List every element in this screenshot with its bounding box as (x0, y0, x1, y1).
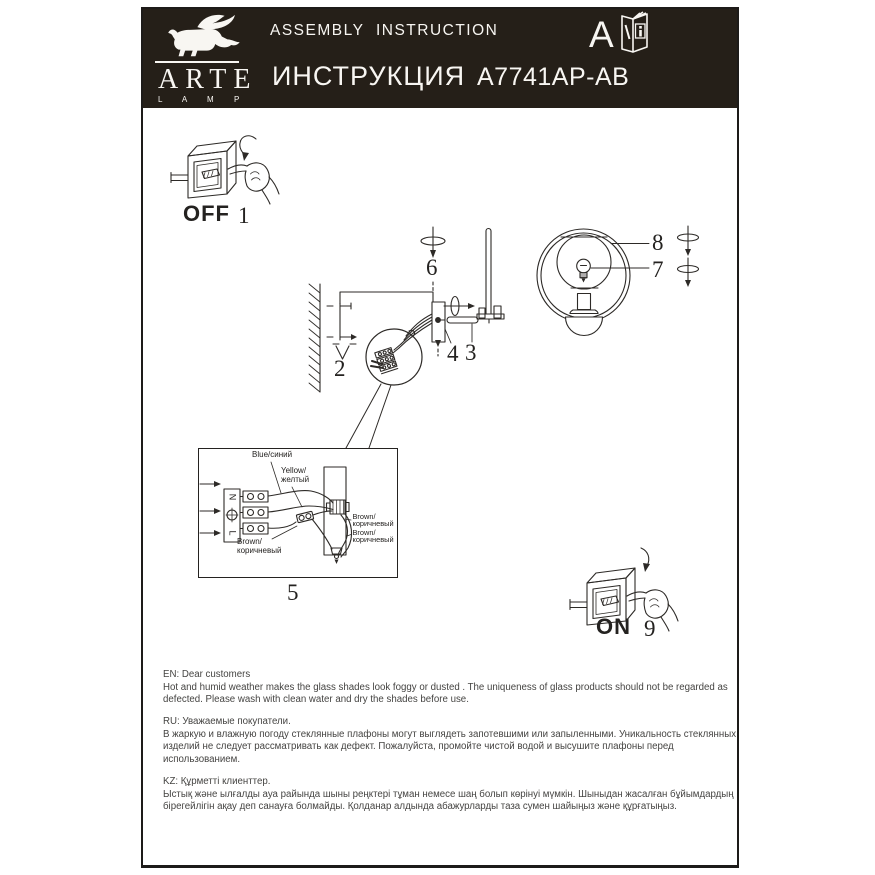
off-label: OFF (183, 201, 230, 226)
lamp-socket (324, 467, 349, 564)
step-9-number: 9 (644, 616, 656, 641)
note-en-body: Hot and humid weather makes the glass shades look foggy or dusted . The uniqueness of glass products should not be regarded as defected. Please wash with clean water and dry the shades before use. (163, 681, 728, 706)
assembly-diagram (300, 222, 705, 452)
mains-wires-arrows (200, 481, 221, 536)
turn-on-arrow-icon (641, 548, 650, 572)
brand-name: ARTE (158, 64, 258, 95)
step-2-number: 2 (334, 356, 346, 381)
wire-label-brown-left (237, 538, 281, 555)
screw-rotation-icon-8 (678, 226, 699, 256)
step-1-number: 1 (238, 203, 250, 228)
note-kz-title: KZ: Құрметті клиенттер. (163, 776, 271, 787)
step-6-number: 6 (426, 255, 438, 280)
brand-subtitle: L A M P (158, 95, 249, 104)
lamp-front-view (537, 229, 630, 336)
title-ru: ИНСТРУКЦИЯ (272, 61, 466, 91)
wire-bundle (393, 314, 432, 353)
terminal-l-label: L (227, 530, 238, 536)
terminal-block (224, 489, 240, 542)
wire-label-yellow-en: Yellow/ (281, 466, 307, 475)
header (143, 9, 737, 108)
note-ru (163, 716, 737, 767)
terminal-n-label: N (227, 493, 238, 501)
power-cable (171, 173, 188, 183)
crimp-connectors (240, 491, 268, 534)
screw-rotation-icon-3 (444, 297, 475, 316)
note-kz (163, 776, 737, 814)
hanger-line (340, 292, 433, 304)
detail-callout-circle (346, 329, 422, 448)
bulb-part-7 (577, 259, 591, 282)
note-ru-title: RU: Уважаемые покупатели. (163, 716, 291, 727)
wire-label-brown-left-en: Brown/ (237, 537, 262, 546)
switch-on-diagram (556, 540, 706, 641)
cross-rod-part-3 (447, 317, 478, 342)
wire-label-yellow (281, 467, 309, 484)
screw-rotation-icon-7 (678, 258, 699, 287)
step-8-number: 8 (652, 230, 664, 255)
note-en-title: EN: Dear customers (163, 669, 251, 680)
step-3-number: 3 (465, 340, 477, 365)
switch-box (188, 141, 236, 198)
manual-book-icon (617, 11, 651, 57)
model-number: A7741AP-AB (477, 63, 630, 91)
wire-label-brown-right-1-en: Brown/ (352, 511, 376, 521)
title-en: ASSEMBLY INSTRUCTION (270, 22, 499, 39)
step-4-number: 4 (447, 341, 459, 366)
note-en (163, 669, 737, 707)
wire-label-brown-left-ru: коричневый (237, 545, 282, 555)
insert-arrow-icon (351, 334, 357, 340)
wire-label-brown-right-2-ru: коричневый (352, 535, 394, 545)
wall-bracket-part-2 (327, 303, 357, 359)
winged-lion-logo-icon (163, 13, 243, 60)
power-cable (570, 600, 587, 610)
note-kz-body: Ыстық және ылғалды ауа райында шыны реңктері тұман немесе шаң болып көрінуі мүмкін. Шыныдан жасалған бұйымдардың бірегейлігін ақау деп санауға болмайды. Қолданар алдында абажурларды таза сумен шайыңыз және құрғатыңыз. (163, 788, 734, 813)
step-5-number: 5 (287, 580, 299, 605)
step-7-number: 7 (652, 257, 664, 282)
turn-off-arrow-icon (240, 136, 256, 161)
ground-symbol-icon (226, 508, 238, 522)
on-label: ON (596, 614, 631, 639)
wire-label-yellow-ru: желтый (281, 474, 310, 484)
screw-rotation-icon-6 (421, 227, 445, 258)
wall-section (309, 284, 320, 392)
logo-divider (155, 61, 239, 63)
wire-label-brown-right-2 (353, 529, 394, 545)
wire-label-brown-right-1-ru: коричневый (352, 519, 394, 529)
page-letter: A (589, 14, 614, 55)
lamp-side-view (477, 229, 504, 324)
note-ru-body: В жаркую и влажную погоду стеклянные плафоны могут выглядеть запотевшими или запыленными. Уникальность стеклянных изделий не следует рассматривать как дефект. Пожалуйста, промойте чистой водой и высушите плафоны перед использованием. (163, 728, 737, 766)
wire-label-blue: Blue/синий (252, 450, 293, 459)
wire-label-brown-right-2-en: Brown/ (352, 527, 376, 537)
wire-label-brown-right-1 (353, 513, 394, 529)
